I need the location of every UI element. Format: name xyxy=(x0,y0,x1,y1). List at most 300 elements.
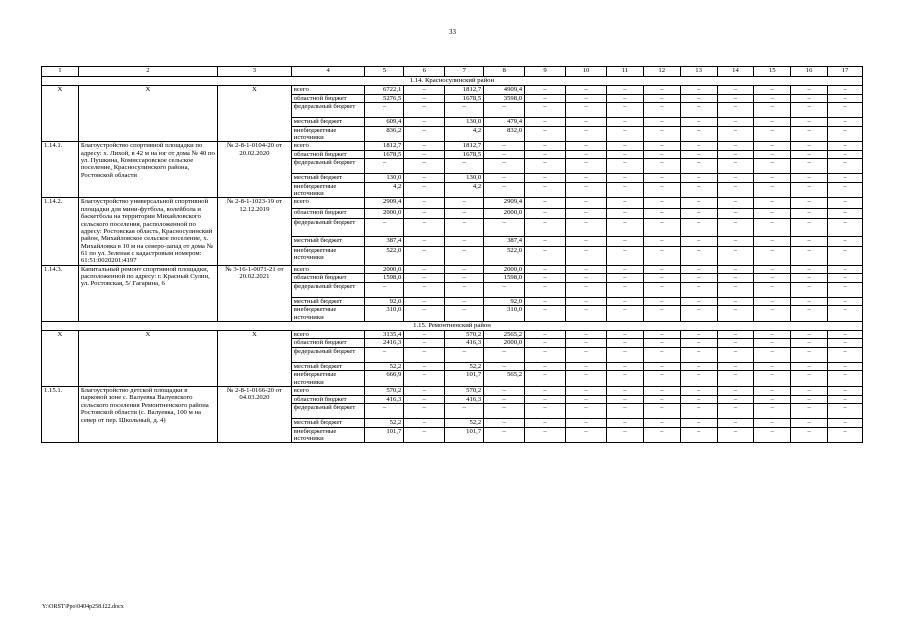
value-cell: – xyxy=(754,347,791,362)
value-cell: – xyxy=(566,246,607,265)
value-cell: – xyxy=(791,208,828,218)
value-cell: – xyxy=(791,118,828,127)
value-cell: – xyxy=(525,419,566,428)
section-title: 1.14. Красносулинский район xyxy=(42,77,863,86)
value-cell: – xyxy=(828,339,863,348)
value-cell: – xyxy=(484,404,525,419)
value-cell: – xyxy=(717,339,754,348)
value-cell: – xyxy=(680,174,717,183)
value-cell: – xyxy=(717,142,754,151)
value-cell: – xyxy=(754,182,791,198)
value-cell: – xyxy=(607,387,644,396)
value-cell: – xyxy=(754,339,791,348)
value-cell: – xyxy=(643,330,680,339)
value-cell: – xyxy=(566,282,607,297)
value-cell: – xyxy=(525,94,566,103)
column-number-row xyxy=(42,67,863,77)
value-cell: – xyxy=(680,159,717,174)
value-cell: – xyxy=(566,274,607,283)
value-cell: – xyxy=(717,265,754,274)
value-cell: – xyxy=(643,142,680,151)
value-cell: – xyxy=(365,218,404,236)
value-cell: – xyxy=(680,297,717,306)
value-cell: – xyxy=(791,306,828,322)
value-cell: – xyxy=(445,347,484,362)
value-cell: – xyxy=(445,282,484,297)
value-cell: 522,0 xyxy=(484,246,525,265)
column-number: 14 xyxy=(717,67,754,77)
value-cell: – xyxy=(828,126,863,142)
value-cell: – xyxy=(791,142,828,151)
value-cell: – xyxy=(643,306,680,322)
value-cell: – xyxy=(828,362,863,371)
value-cell: – xyxy=(484,395,525,404)
value-cell: – xyxy=(607,142,644,151)
value-cell: – xyxy=(643,198,680,208)
value-cell: – xyxy=(791,297,828,306)
value-cell: – xyxy=(566,126,607,142)
value-cell: 1812,7 xyxy=(445,142,484,151)
value-cell: 52,2 xyxy=(365,419,404,428)
value-cell: – xyxy=(754,236,791,246)
value-cell: 1812,7 xyxy=(445,86,484,95)
item-name: X xyxy=(78,86,217,142)
value-cell: – xyxy=(607,330,644,339)
value-cell: – xyxy=(607,174,644,183)
funding-source: всего xyxy=(291,387,365,396)
funding-source: местный бюджет xyxy=(291,297,365,306)
value-cell: – xyxy=(643,236,680,246)
value-cell: – xyxy=(754,387,791,396)
value-cell: – xyxy=(404,339,445,348)
value-cell: – xyxy=(525,198,566,208)
item-name: Благоустройство универсальной спортивной площадки для мини-футбола, волейбола и баскетбола на территории Михайловского сельского поселения, расположенной по адресу: Ростовская область, Красносулинский район, Михайловское сельское поселение, х. Михайловка в 10 м на северо-запад от дома № 61 по ул. Зеленая с кадастровым номером: 61:51:0020201:4197 xyxy=(78,198,217,265)
value-cell: – xyxy=(643,404,680,419)
value-cell: – xyxy=(484,174,525,183)
funding-source: местный бюджет xyxy=(291,419,365,428)
value-cell: – xyxy=(566,347,607,362)
value-cell: – xyxy=(484,387,525,396)
value-cell: 3598,0 xyxy=(484,94,525,103)
value-cell: – xyxy=(484,159,525,174)
value-cell: – xyxy=(566,427,607,443)
value-cell: – xyxy=(828,274,863,283)
value-cell: 416,3 xyxy=(365,395,404,404)
value-cell: – xyxy=(566,339,607,348)
value-cell: – xyxy=(484,362,525,371)
value-cell: – xyxy=(404,427,445,443)
value-cell: – xyxy=(828,330,863,339)
value-cell: 2416,3 xyxy=(365,339,404,348)
value-cell: – xyxy=(717,118,754,127)
value-cell: – xyxy=(828,371,863,387)
value-cell: – xyxy=(680,347,717,362)
value-cell: – xyxy=(607,103,644,118)
value-cell: – xyxy=(404,297,445,306)
value-cell: 130,0 xyxy=(365,174,404,183)
value-cell: – xyxy=(791,387,828,396)
value-cell: 2000,0 xyxy=(484,265,525,274)
value-cell: – xyxy=(607,297,644,306)
value-cell: – xyxy=(525,150,566,159)
value-cell: 1598,0 xyxy=(484,274,525,283)
value-cell: – xyxy=(607,118,644,127)
value-cell: – xyxy=(525,218,566,236)
value-cell: 52,2 xyxy=(365,362,404,371)
value-cell: – xyxy=(607,339,644,348)
value-cell: – xyxy=(566,86,607,95)
value-cell: – xyxy=(754,404,791,419)
value-cell: – xyxy=(754,126,791,142)
value-cell: – xyxy=(680,404,717,419)
funding-source: федеральный бюджет xyxy=(291,347,365,362)
value-cell: – xyxy=(680,103,717,118)
value-cell: – xyxy=(680,330,717,339)
table-row xyxy=(42,142,863,151)
value-cell: – xyxy=(607,371,644,387)
value-cell: – xyxy=(643,103,680,118)
value-cell: – xyxy=(607,218,644,236)
value-cell: – xyxy=(680,142,717,151)
expertise-doc: № 2-8-1-0166-20 от 04.03.2020 xyxy=(218,387,292,443)
value-cell: – xyxy=(754,419,791,428)
column-number: 9 xyxy=(525,67,566,77)
column-number: 5 xyxy=(365,67,404,77)
value-cell: – xyxy=(754,282,791,297)
value-cell: – xyxy=(566,182,607,198)
value-cell: – xyxy=(643,371,680,387)
value-cell: – xyxy=(643,182,680,198)
value-cell: – xyxy=(607,306,644,322)
funding-source: областной бюджет xyxy=(291,150,365,159)
value-cell: – xyxy=(680,150,717,159)
value-cell: – xyxy=(404,150,445,159)
value-cell: – xyxy=(643,395,680,404)
value-cell: – xyxy=(828,94,863,103)
funding-source: внебюджетные источники xyxy=(291,182,365,198)
value-cell: 1678,5 xyxy=(445,94,484,103)
value-cell: – xyxy=(445,306,484,322)
value-cell: – xyxy=(828,174,863,183)
value-cell: – xyxy=(643,419,680,428)
funding-source: всего xyxy=(291,330,365,339)
value-cell: – xyxy=(643,339,680,348)
value-cell: – xyxy=(404,282,445,297)
value-cell: – xyxy=(791,282,828,297)
value-cell: – xyxy=(445,265,484,274)
item-number: X xyxy=(42,86,79,142)
value-cell: – xyxy=(643,174,680,183)
value-cell: – xyxy=(525,395,566,404)
value-cell: – xyxy=(643,387,680,396)
value-cell: 832,0 xyxy=(484,126,525,142)
value-cell: – xyxy=(643,218,680,236)
value-cell: – xyxy=(607,347,644,362)
value-cell: – xyxy=(445,218,484,236)
value-cell: – xyxy=(828,404,863,419)
value-cell: – xyxy=(680,182,717,198)
table-row xyxy=(42,198,863,208)
value-cell: – xyxy=(717,274,754,283)
item-name: Капитальный ремонт спортивной площадки, расположенной по адресу: г. Красный Сулин, ул. Ростовская, 5/ Гагарина, 6 xyxy=(78,265,217,321)
value-cell: – xyxy=(607,274,644,283)
value-cell: – xyxy=(607,198,644,208)
value-cell: – xyxy=(680,246,717,265)
column-number: 15 xyxy=(754,67,791,77)
value-cell: – xyxy=(525,387,566,396)
value-cell: – xyxy=(525,330,566,339)
value-cell: – xyxy=(525,103,566,118)
value-cell: – xyxy=(828,198,863,208)
value-cell: – xyxy=(717,236,754,246)
value-cell: – xyxy=(566,174,607,183)
table-row xyxy=(42,387,863,396)
value-cell: – xyxy=(525,339,566,348)
value-cell: – xyxy=(484,103,525,118)
value-cell: – xyxy=(566,142,607,151)
funding-source: внебюджетные источники xyxy=(291,371,365,387)
value-cell: – xyxy=(566,218,607,236)
column-number: 13 xyxy=(680,67,717,77)
value-cell: – xyxy=(754,306,791,322)
expertise-doc: № 2-8-1-0104-20 от 20.02.2020 xyxy=(218,142,292,198)
value-cell: – xyxy=(717,198,754,208)
value-cell: – xyxy=(828,150,863,159)
value-cell: – xyxy=(754,174,791,183)
value-cell: 2000,0 xyxy=(365,265,404,274)
funding-source: областной бюджет xyxy=(291,208,365,218)
value-cell: – xyxy=(754,330,791,339)
item-number: 1.14.2. xyxy=(42,198,79,265)
value-cell: 4,2 xyxy=(445,126,484,142)
value-cell: – xyxy=(607,395,644,404)
value-cell: – xyxy=(680,339,717,348)
value-cell: – xyxy=(680,218,717,236)
value-cell: – xyxy=(566,150,607,159)
value-cell: – xyxy=(525,142,566,151)
value-cell: – xyxy=(791,94,828,103)
value-cell: – xyxy=(607,282,644,297)
value-cell: – xyxy=(828,118,863,127)
item-number: 1.14.3. xyxy=(42,265,79,321)
value-cell: 310,0 xyxy=(365,306,404,322)
value-cell: – xyxy=(607,94,644,103)
funding-source: внебюджетные источники xyxy=(291,246,365,265)
value-cell: – xyxy=(525,118,566,127)
value-cell: – xyxy=(566,208,607,218)
value-cell: – xyxy=(828,103,863,118)
column-number: 7 xyxy=(445,67,484,77)
value-cell: – xyxy=(717,182,754,198)
value-cell: – xyxy=(607,246,644,265)
value-cell: – xyxy=(717,174,754,183)
value-cell: – xyxy=(566,330,607,339)
value-cell: – xyxy=(791,182,828,198)
value-cell: 570,2 xyxy=(445,387,484,396)
value-cell: – xyxy=(828,159,863,174)
value-cell: – xyxy=(791,347,828,362)
value-cell: – xyxy=(484,218,525,236)
funding-source: всего xyxy=(291,265,365,274)
value-cell: – xyxy=(365,282,404,297)
value-cell: – xyxy=(607,126,644,142)
value-cell: – xyxy=(566,395,607,404)
value-cell: – xyxy=(791,198,828,208)
value-cell: – xyxy=(566,103,607,118)
value-cell: – xyxy=(717,404,754,419)
value-cell: – xyxy=(680,126,717,142)
value-cell: – xyxy=(484,282,525,297)
value-cell: – xyxy=(404,208,445,218)
value-cell: – xyxy=(607,265,644,274)
table-row xyxy=(42,265,863,274)
value-cell: – xyxy=(754,274,791,283)
value-cell: – xyxy=(643,159,680,174)
value-cell: – xyxy=(717,86,754,95)
column-number: 8 xyxy=(484,67,525,77)
funding-source: областной бюджет xyxy=(291,339,365,348)
value-cell: – xyxy=(566,362,607,371)
value-cell: – xyxy=(566,159,607,174)
value-cell: – xyxy=(754,297,791,306)
value-cell: 666,9 xyxy=(365,371,404,387)
value-cell: – xyxy=(445,159,484,174)
value-cell: – xyxy=(754,94,791,103)
value-cell: – xyxy=(404,236,445,246)
value-cell: – xyxy=(791,86,828,95)
page-number: 33 xyxy=(449,28,456,36)
value-cell: – xyxy=(828,236,863,246)
value-cell: – xyxy=(607,419,644,428)
value-cell: – xyxy=(643,86,680,95)
value-cell: – xyxy=(525,362,566,371)
funding-source: местный бюджет xyxy=(291,362,365,371)
value-cell: – xyxy=(525,126,566,142)
value-cell: – xyxy=(404,218,445,236)
value-cell: – xyxy=(643,150,680,159)
value-cell: – xyxy=(404,86,445,95)
value-cell: 1598,0 xyxy=(365,274,404,283)
footer-file-path: Y:\ORST\Ppo\0404p258.f22.docx xyxy=(42,604,124,610)
funding-source: федеральный бюджет xyxy=(291,159,365,174)
value-cell: – xyxy=(643,274,680,283)
value-cell: – xyxy=(680,94,717,103)
funding-source: местный бюджет xyxy=(291,236,365,246)
value-cell: – xyxy=(680,427,717,443)
value-cell: – xyxy=(717,282,754,297)
value-cell: – xyxy=(404,118,445,127)
value-cell: – xyxy=(484,419,525,428)
column-number: 3 xyxy=(218,67,292,77)
column-number: 16 xyxy=(791,67,828,77)
section-header-row xyxy=(42,321,863,330)
value-cell: – xyxy=(525,306,566,322)
value-cell: – xyxy=(680,387,717,396)
value-cell: – xyxy=(791,274,828,283)
value-cell: – xyxy=(717,371,754,387)
value-cell: – xyxy=(445,246,484,265)
value-cell: – xyxy=(365,159,404,174)
value-cell: – xyxy=(680,265,717,274)
value-cell: – xyxy=(643,208,680,218)
value-cell: – xyxy=(643,118,680,127)
value-cell: – xyxy=(828,306,863,322)
value-cell: – xyxy=(484,182,525,198)
value-cell: – xyxy=(525,274,566,283)
value-cell: – xyxy=(717,297,754,306)
value-cell: – xyxy=(754,218,791,236)
value-cell: – xyxy=(404,246,445,265)
section-header-row xyxy=(42,77,863,86)
column-number: 10 xyxy=(566,67,607,77)
value-cell: – xyxy=(717,150,754,159)
value-cell: – xyxy=(680,86,717,95)
value-cell: – xyxy=(404,404,445,419)
funding-source: областной бюджет xyxy=(291,94,365,103)
value-cell: – xyxy=(717,419,754,428)
funding-source: федеральный бюджет xyxy=(291,103,365,118)
value-cell: – xyxy=(365,103,404,118)
value-cell: – xyxy=(607,159,644,174)
value-cell: – xyxy=(680,118,717,127)
funding-source: местный бюджет xyxy=(291,118,365,127)
value-cell: – xyxy=(525,208,566,218)
item-name: Благоустройство спортивной площадки по адресу: х. Лихой, в 42 м на юг от дома № 40 по ул. Пушкина, Комиссаровское сельское поселение, Красносулинского района, Ростовской области xyxy=(78,142,217,198)
value-cell: – xyxy=(754,395,791,404)
value-cell: – xyxy=(717,246,754,265)
column-number: 4 xyxy=(291,67,365,77)
value-cell: – xyxy=(791,395,828,404)
value-cell: – xyxy=(445,103,484,118)
value-cell: – xyxy=(643,246,680,265)
column-number: 12 xyxy=(643,67,680,77)
funding-source: внебюджетные источники xyxy=(291,427,365,443)
value-cell: – xyxy=(566,371,607,387)
value-cell: 2565,2 xyxy=(484,330,525,339)
value-cell: – xyxy=(717,159,754,174)
value-cell: – xyxy=(717,347,754,362)
value-cell: 5276,5 xyxy=(365,94,404,103)
value-cell: – xyxy=(754,246,791,265)
value-cell: – xyxy=(525,182,566,198)
value-cell: – xyxy=(525,427,566,443)
value-cell: 2909,4 xyxy=(484,198,525,208)
value-cell: 2909,4 xyxy=(365,198,404,208)
column-number: 2 xyxy=(78,67,217,77)
value-cell: – xyxy=(525,159,566,174)
value-cell: – xyxy=(791,159,828,174)
value-cell: – xyxy=(404,103,445,118)
value-cell: 570,2 xyxy=(365,387,404,396)
value-cell: – xyxy=(680,208,717,218)
value-cell: – xyxy=(754,150,791,159)
value-cell: – xyxy=(404,126,445,142)
value-cell: – xyxy=(484,347,525,362)
value-cell: 130,0 xyxy=(445,174,484,183)
value-cell: – xyxy=(404,174,445,183)
value-cell: – xyxy=(607,182,644,198)
value-cell: – xyxy=(404,159,445,174)
value-cell: 1812,7 xyxy=(365,142,404,151)
value-cell: – xyxy=(680,419,717,428)
value-cell: – xyxy=(566,198,607,208)
value-cell: – xyxy=(680,282,717,297)
value-cell: – xyxy=(404,330,445,339)
value-cell: – xyxy=(680,362,717,371)
section-title: 1.15. Ремонтненский район xyxy=(42,321,863,330)
value-cell: – xyxy=(525,371,566,387)
value-cell: – xyxy=(828,86,863,95)
